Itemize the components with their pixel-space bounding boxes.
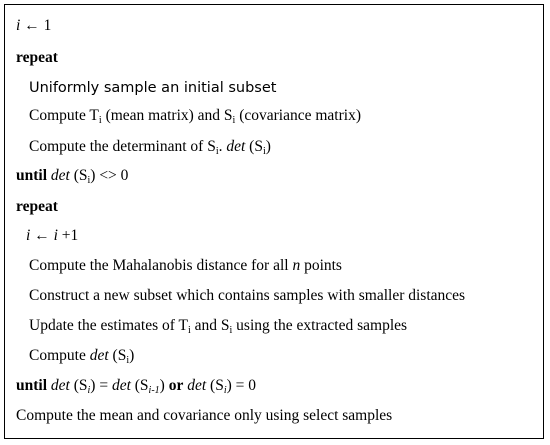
line-init-i: i ← 1 [16, 17, 52, 34]
line-until-2: until $\det (S_i) = \det (S_{i-1})$ or $\det (S_i) = 0$ [16, 377, 257, 396]
line-construct-subset: Construct a new subset which contains samples with smaller distances [29, 287, 466, 304]
line-update-estimates: Update the estimates of $T_i$ and $S_i$ using the extracted samples [29, 317, 408, 336]
line-increment-i: i ← i +1 [26, 227, 79, 244]
line-sample-subset: Uniformly sample an initial subset [29, 80, 277, 96]
line-compute-det: Compute $\det (S_i)$ [29, 347, 135, 366]
line-until-1: until $\det (S_i) <> 0$ [16, 167, 129, 186]
line-compute-t-s: Compute $T_i$ (mean matrix) and $S_i$ (covariance matrix) [29, 107, 361, 126]
line-repeat-2: repeat [16, 198, 58, 215]
line-repeat-1: repeat [16, 49, 58, 66]
line-compute-determinant: Compute the determinant of $S_i$. $\det (S_i)$ [29, 138, 271, 157]
algorithm-box [4, 4, 544, 439]
line-mahalanobis: Compute the Mahalanobis distance for all n points [29, 257, 342, 274]
line-final-compute: Compute the mean and covariance only using select samples [16, 407, 393, 424]
